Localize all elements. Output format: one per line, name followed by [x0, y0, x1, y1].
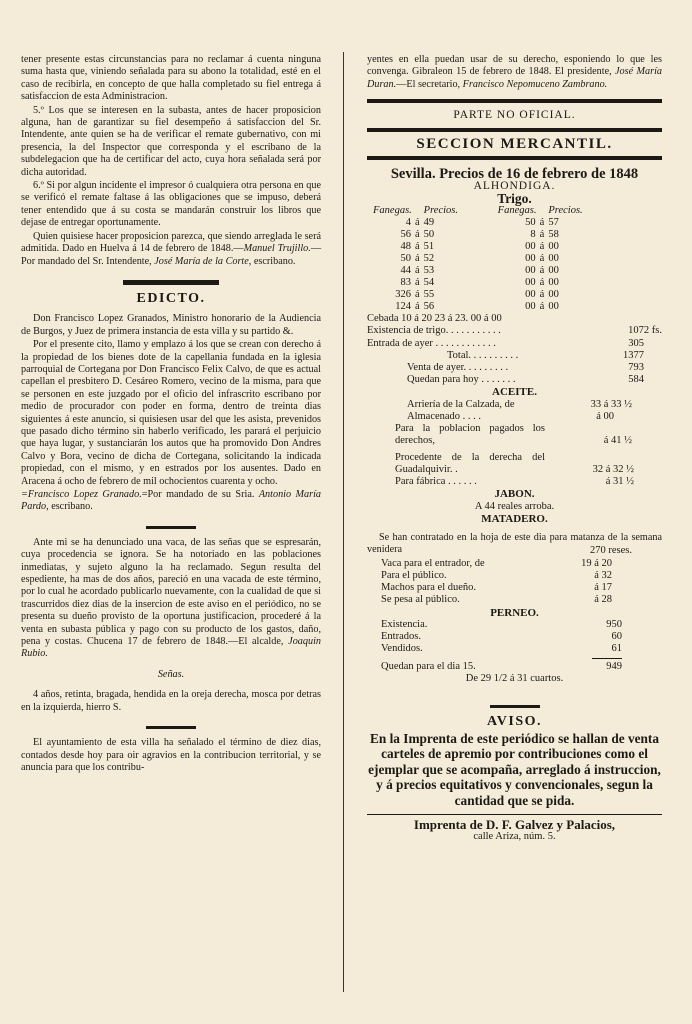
aceite-row: [367, 423, 662, 447]
trigo-heading: Trigo.: [497, 190, 532, 206]
table-cell: 00: [548, 265, 559, 277]
sevilla-heading: Sevilla. Precios de 16 de febrero de 1848: [390, 166, 639, 183]
table-cell: 326: [395, 289, 411, 301]
table-cell: 00: [525, 253, 536, 265]
paragraph: El ayuntamiento de esta villa ha señalado el término de diez dias, contados desde hoy para oir agravios en la contribucion territorial, y se anuncia para que los contribu-: [21, 737, 321, 773]
value: 1072 fs.: [628, 325, 662, 337]
perneo-price: De 29 1/2 á 31 cuartos.: [465, 672, 564, 684]
table-cell: 00: [525, 241, 536, 253]
table-cell: á: [415, 253, 420, 265]
table-cell: 00: [548, 277, 559, 289]
label: Venta de ayer. . . . . . . . .: [407, 362, 509, 374]
signature: =Francisco Lopez Granado.: [21, 489, 142, 500]
label: Se pesa al público.: [381, 594, 460, 606]
label: Entrados.: [381, 631, 421, 643]
table-cell: 52: [423, 253, 435, 265]
table-cell: 00: [548, 253, 559, 265]
value: 950: [606, 618, 622, 630]
separator-rule: [123, 280, 219, 285]
table-cell: á: [415, 217, 420, 229]
value: 19 á 20: [581, 557, 612, 569]
table-cell: 49: [423, 217, 435, 229]
jabon-heading: JABON.: [494, 488, 535, 501]
table-row: [371, 241, 585, 253]
table-cell: 00: [548, 289, 559, 301]
separator-rule: [146, 526, 196, 529]
value: 305: [628, 337, 644, 349]
table-cell: 58: [548, 229, 559, 241]
table-cell: 00: [525, 289, 536, 301]
signature: Joaquin Rubio.: [21, 636, 321, 660]
table-cell: á: [539, 277, 545, 289]
text: , escribano.: [46, 501, 93, 513]
label: Entrada de ayer . . . . . . . . . . . .: [367, 337, 496, 349]
senas-heading: Señas.: [157, 668, 185, 680]
paragraph: Por el presente cito, llamo y emplazo á los que se crean con derecho á la propiedad de los bienes dote de la capellania fundada en la iglesia parroquial de Cortegana por Don Francisco Felix Calvo, de que es actual capellan el presbitero D. Cesáreo Romero, vecino de la misma, para que se personen en este juzgado por el oficio del infrascrito escribano por medio de procurador con poder en forma, dentro de treinta dias siguientes á este anuncio, si quisiesen usar del que les asista, prevenidos que pasado dicho término sin haberlo verificado, les parará el perjuicio que haya lugar, y sustanciarán los autos que ha promovido Don Andres Calvo y Bora, vecino de dicha de Cortegana, solicitando la indicada propiedad, con el mismo, y en estrados por los ausentes. Dado en Aracena á ocho de febrero de mil ochocientos cuarenta y ocho.: [21, 339, 321, 487]
table-cell: 00: [548, 241, 559, 253]
label: Arriería de la Calzada, de: [407, 398, 515, 410]
value: 949: [606, 660, 622, 672]
table-cell: 50: [525, 217, 536, 229]
text: Quien quisiese hacer proposicion parezca, que siendo arreglada le será admitida. Dado en Huelva á 14 de febrero de 1848.—: [21, 230, 321, 255]
aviso-text: En la Imprenta de este periódico se hallan de venta carteles de apremio por contribuciones como el ejemplar que se acompaña, arreglado á instruccion, y á precios equitativos y convencionales, segun la cantidad que se pida.: [368, 730, 661, 808]
mat-row: [367, 594, 662, 606]
summary-row: [367, 374, 662, 386]
paragraph: 6.º Si por algun incidente el impresor ó cualquiera otra persona en que se verificó el remate faltase á las obligaciones que se impuso, deberá tener entendido que á su costa se mandarán construir los libros que dejase de entregar oportunamente.: [21, 180, 321, 229]
label: Para el público.: [381, 569, 447, 581]
text: =Por mandado de su Sria.: [141, 489, 259, 500]
paragraph: 4 años, retinta, bragada, hendida en la oreja derecha, mosca por detras en la izquierda, hierro S.: [21, 689, 321, 713]
table-cell: á: [539, 253, 545, 265]
table-cell: á: [415, 229, 420, 241]
matadero-list: [367, 558, 662, 607]
paragraph: 5.º Los que se interesen en la subasta, antes de hacer proposicion alguna, han de garantizar su fiel desempeño á satisfaccion del Sr. Intendente, ante quien se ha de verificar el remate gubernativo, con mi presencia, la del Inspector que corresponda y el escribano de la subdelegacion que ha de certificar del acto, cuya hora señalada será por dicha autoridad.: [21, 104, 321, 178]
table-row: [371, 277, 585, 289]
table-cell: á: [415, 301, 420, 313]
table-cell: á: [539, 289, 545, 301]
per-row: [367, 643, 662, 655]
table-cell: á: [539, 229, 545, 241]
column-header: Fanegas.: [497, 205, 537, 217]
imprenta-address: calle Ariza, núm. 5.: [473, 831, 556, 843]
paragraph: Se han contratado en la hoja de este dia para matanza de la semana venidera: [367, 531, 662, 555]
table-row: [371, 301, 585, 313]
label: Quedan para hoy . . . . . . .: [407, 374, 516, 386]
table-cell: á: [539, 241, 545, 253]
column-header: Precios.: [548, 205, 583, 217]
seccion-heading: SECCION MERCANTIL.: [416, 135, 613, 152]
column-header: Fanegas.: [373, 205, 412, 217]
rule: [367, 128, 662, 132]
value: á 00: [596, 411, 614, 423]
paragraph: tener presente estas circunstancias para no reclamar á cuenta ninguna suma hasta que, viniendo señalada para su abono la totalidad, esté en el caso de recibirla, en concepto de que halla completado su fiel entrega á satisfaccion de esta Administracion.: [21, 54, 321, 103]
table-cell: 00: [525, 277, 536, 289]
value: á 32: [594, 569, 612, 581]
mat-row: [367, 570, 662, 582]
cebada-row: [367, 313, 662, 325]
summary-row: [367, 350, 662, 362]
label: Machos para el dueño.: [381, 582, 477, 594]
table-cell: 00: [525, 265, 536, 277]
table-row: [371, 253, 585, 265]
left-column: [21, 54, 321, 775]
parte-heading: PARTE NO OFICIAL.: [453, 109, 576, 122]
paragraph: [21, 231, 321, 268]
paragraph: [21, 489, 321, 514]
aceite-row: [367, 399, 662, 411]
rule: [367, 99, 662, 103]
text: —Por mandado del Sr. Intendente,: [21, 243, 321, 267]
column-divider: [343, 52, 344, 992]
label: Vendidos.: [381, 643, 423, 655]
value: 584: [628, 374, 644, 386]
label: Almacenado . . . .: [407, 411, 482, 423]
cebada-text: Cebada 10 á 20 23 á 23. 00 á 00: [367, 313, 502, 325]
signature: Manuel Trujillo.: [243, 243, 311, 255]
table-row: [371, 229, 585, 241]
table-cell: 83: [400, 277, 411, 289]
table-row: [371, 217, 585, 229]
reses-count: 270 reses.: [590, 545, 632, 557]
table-cell: 4: [405, 217, 411, 229]
matadero-heading: MATADERO.: [481, 513, 548, 526]
table-cell: 48: [400, 241, 411, 253]
per-row: [367, 631, 662, 643]
table-cell: 54: [423, 277, 435, 289]
table-cell: 50: [423, 229, 435, 241]
aceite-row: [367, 411, 662, 423]
table-cell: 50: [400, 253, 411, 265]
text: Ante mi se ha denunciado una vaca, de las señas que se espresarán, cuya procedencia se ignora. Se ha notoriado en las poblaciones inmediatas, y sujeto alguno la ha reclamado. Segun resulta del espediente, ha mas de dos años, pareció en una vacada de este término, por lo cual he acordado publicarlo nuevamente, con la cualidad de que si trascurridos diez dias de la insercion de este aviso en el periódico, no se presenta su dueño provisto de la oportuna justificacion, procederé á la venta en subasta pública y pago con su producto de los gastos, daño, pena y costas. Chucena 17 de febrero de 1848.—El alcalde,: [21, 536, 321, 648]
paragraph: [367, 54, 662, 91]
value: á 31 ½: [605, 476, 634, 488]
mat-row: [367, 582, 662, 594]
perneo-row: [367, 661, 662, 673]
label: Procedente de la derecha del Guadalquivir. .: [395, 451, 545, 475]
rule: [367, 814, 662, 815]
summary-row: [367, 325, 662, 337]
label: Para la poblacion pagados los derechos,: [395, 423, 545, 447]
table-cell: 44: [400, 265, 411, 277]
value: á 28: [594, 594, 612, 606]
text: yentes en ella puedan usar de su derecho, esponiendo lo que les convenga. Gibraleon 15 de febrero de 1848. El presidente,: [367, 54, 662, 78]
summary-row: [367, 362, 662, 374]
value: á 41 ½: [603, 435, 632, 447]
per-row: [367, 619, 662, 631]
mat-row: [367, 558, 662, 570]
separator-rule: [146, 726, 196, 729]
column-header: Precios.: [423, 205, 458, 217]
value: 793: [628, 362, 644, 374]
label: Existencia.: [381, 618, 428, 630]
alhondiga-heading: ALHONDIGA.: [473, 180, 556, 193]
separator-rule: [490, 705, 540, 708]
table-cell: á: [539, 217, 545, 229]
label: Vaca para el entrador, de: [381, 557, 485, 569]
text: , escribano.: [248, 255, 296, 267]
table-cell: á: [415, 277, 420, 289]
table-cell: 57: [548, 217, 559, 229]
table-cell: 124: [395, 301, 411, 313]
value: 32 á 32 ½: [592, 463, 634, 475]
table-cell: 00: [525, 301, 536, 313]
table-cell: á: [415, 265, 420, 277]
table-header-row: [371, 205, 585, 217]
perneo-list: [367, 619, 662, 656]
value: á 17: [594, 582, 612, 594]
value: 33 á 33 ½: [590, 398, 632, 410]
aceite-heading: ACEITE.: [492, 386, 537, 399]
value: 61: [611, 643, 622, 655]
aceite-row: [367, 476, 662, 488]
table-cell: 8: [530, 229, 536, 241]
edicto-title: EDICTO.: [136, 290, 206, 306]
text: —El secretario,: [396, 78, 463, 90]
paragraph: Don Francisco Lopez Granados, Ministro honorario de la Audiencia de Burgos, y Juez de primera instancia de esta villa y su partido &.: [21, 313, 321, 337]
perneo-heading: PERNEO.: [490, 606, 539, 619]
jabon-price: A 44 reales arroba.: [474, 500, 555, 512]
table-cell: á: [539, 265, 545, 277]
signature: José María Duran.: [367, 66, 662, 90]
paragraph: [21, 537, 321, 661]
table-cell: á: [415, 241, 420, 253]
table-cell: á: [539, 301, 545, 313]
label: Total. . . . . . . . . .: [447, 349, 519, 361]
table-cell: 53: [423, 265, 435, 277]
trigo-table: [371, 205, 585, 313]
value: 1377: [623, 349, 644, 361]
aviso-title: AVISO.: [486, 714, 543, 730]
label: Para fábrica . . . . . .: [395, 476, 477, 488]
aceite-row: [367, 452, 662, 476]
signature: José María de la Corte: [154, 255, 249, 267]
right-column: [367, 54, 662, 844]
value: 60: [611, 631, 622, 643]
table-cell: 00: [548, 301, 559, 313]
table-cell: á: [415, 289, 420, 301]
label: Quedan para el dia 15.: [381, 660, 476, 672]
rule: [592, 658, 622, 659]
table-cell: 56: [400, 229, 411, 241]
rule: [367, 156, 662, 160]
table-cell: 51: [423, 241, 435, 253]
table-row: [371, 289, 585, 301]
table-cell: 55: [423, 289, 435, 301]
label: Existencia de trigo. . . . . . . . . . .: [367, 325, 501, 337]
imprenta-line: Imprenta de D. F. Galvez y Palacios,: [413, 817, 616, 833]
signature: Antonio María Pardo: [21, 489, 321, 513]
table-row: [371, 265, 585, 277]
table-cell: 56: [423, 301, 435, 313]
summary-row: [367, 338, 662, 350]
signature: Francisco Nepomuceno Zambrano.: [462, 78, 608, 90]
